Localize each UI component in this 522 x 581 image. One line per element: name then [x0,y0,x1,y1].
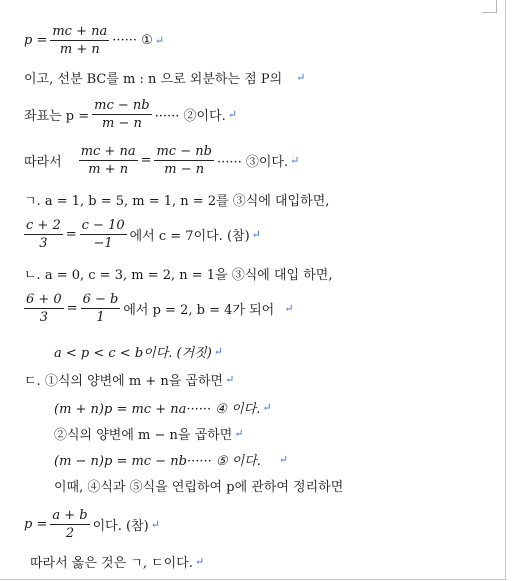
paragraph-mark: ↵ [290,154,300,167]
line6-left-denominator: 3 [39,236,48,251]
eq3-prefix: 따라서 [24,155,62,170]
line8-fraction-left [24,292,64,325]
line8-right-denominator: 1 [96,310,105,325]
line8-left-numerator: 6 + 0 [26,292,62,307]
paragraph-mark: ↵ [227,108,238,121]
line9-text: a < p < c < b이다. (거짓) [54,346,212,361]
line6-fraction-right [80,218,127,251]
paragraph-mark: ↵ [213,345,224,358]
paragraph-mark: ↵ [251,228,261,241]
line15-lhs: p = [24,517,48,532]
line12-text: ②식의 양변에 m − n을 곱하면 [54,428,233,443]
eq1-tail: ······ ① [112,33,153,48]
line6-tail: 에서 c = 7이다. (참) [129,229,250,244]
equation-final [24,508,506,541]
eq3-left-numerator: mc + na [80,144,136,159]
line15-fraction [50,508,89,541]
eq2-fraction [92,98,151,131]
line6-right-numerator: c − 10 [81,218,125,233]
paragraph-mark: ↵ [296,71,306,84]
item-a-result [24,218,506,251]
line7-text: ㄴ. a = 0, c = 3, m = 2, n = 1을 ③식에 대입 하면, [24,268,333,283]
line11-text: (m + n)p = mc + na······ ④ 이다. [54,402,261,417]
paragraph-mark: ↵ [194,555,205,568]
paragraph-mark: ↵ [150,518,160,531]
eq1-denominator: m + n [59,42,100,57]
line6-fraction-left [24,218,63,251]
line6-equals: = [65,227,77,242]
line8-left-denominator: 3 [39,310,48,325]
eq1-lhs: p = [24,33,48,48]
answer-line [30,552,506,571]
item-b-conclusion [54,342,506,361]
line8-tail: 에서 p = 2, b = 4가 되어 [123,303,275,318]
paragraph-mark: ↵ [262,401,272,414]
line6-right-denominator: −1 [93,236,113,251]
line15-numerator: a + b [52,508,88,523]
paragraph-mark: ↵ [284,302,294,315]
text-line-2 [24,68,506,87]
eq3-fraction-right [154,144,213,177]
line8-right-numerator: 6 − b [82,292,119,307]
eq2-tail: ······ ②이다. [154,109,226,124]
eq3-left-denominator: m + n [88,162,129,177]
item-a-setup [24,190,506,209]
eq3-right-denominator: m − n [164,162,205,177]
line6-left-numerator: c + 2 [26,218,61,233]
eq3-fraction-left [79,144,138,177]
eq1-numerator: mc + na [52,24,108,39]
line10-text: ㄷ. ①식의 양변에 m + n을 곱하면 [24,374,224,389]
paragraph-mark: ↵ [234,427,244,440]
equation-1 [24,24,506,57]
item-c-step [54,424,506,443]
paragraph-mark: ↵ [225,373,235,386]
equation-3 [24,144,506,177]
line13-text: (m − n)p = mc − nb······ ⑤ 이다. [54,454,261,469]
line8-fraction-right [81,292,121,325]
eq2-numerator: mc − nb [94,98,150,113]
eq2-prefix: 좌표는 p = [24,109,90,124]
page-corner-mark [482,0,497,13]
line15-denominator: 2 [65,526,75,541]
line8-equals: = [66,301,78,316]
line5-text: ㄱ. a = 1, b = 5, m = 1, n = 2를 ③식에 대입하면, [24,194,330,209]
line16-text: 따라서 옳은 것은 ㄱ, ㄷ이다. [30,556,193,571]
line2-text: 이고, 선분 BC를 m : n 으로 외분하는 점 P의 [24,72,283,87]
item-c-combine [54,476,506,495]
line14-text: 이때, ④식과 ⑤식을 연립하여 p에 관하여 정리하면 [54,480,344,495]
eq1-fraction [50,24,109,57]
equation-2 [24,98,506,131]
equation-4 [54,398,506,417]
eq3-equals: = [140,153,152,168]
paragraph-mark: ↵ [154,34,165,47]
line15-tail: 이다. (참) [92,519,149,534]
item-b-result [24,292,506,325]
paragraph-mark: ↵ [278,453,289,466]
item-c-setup [24,370,506,389]
equation-5 [54,450,506,469]
item-b-setup [24,264,506,283]
eq2-denominator: m − n [101,116,142,131]
eq3-right-numerator: mc − nb [156,144,212,159]
eq3-tail: ······ ③이다. [216,155,289,170]
